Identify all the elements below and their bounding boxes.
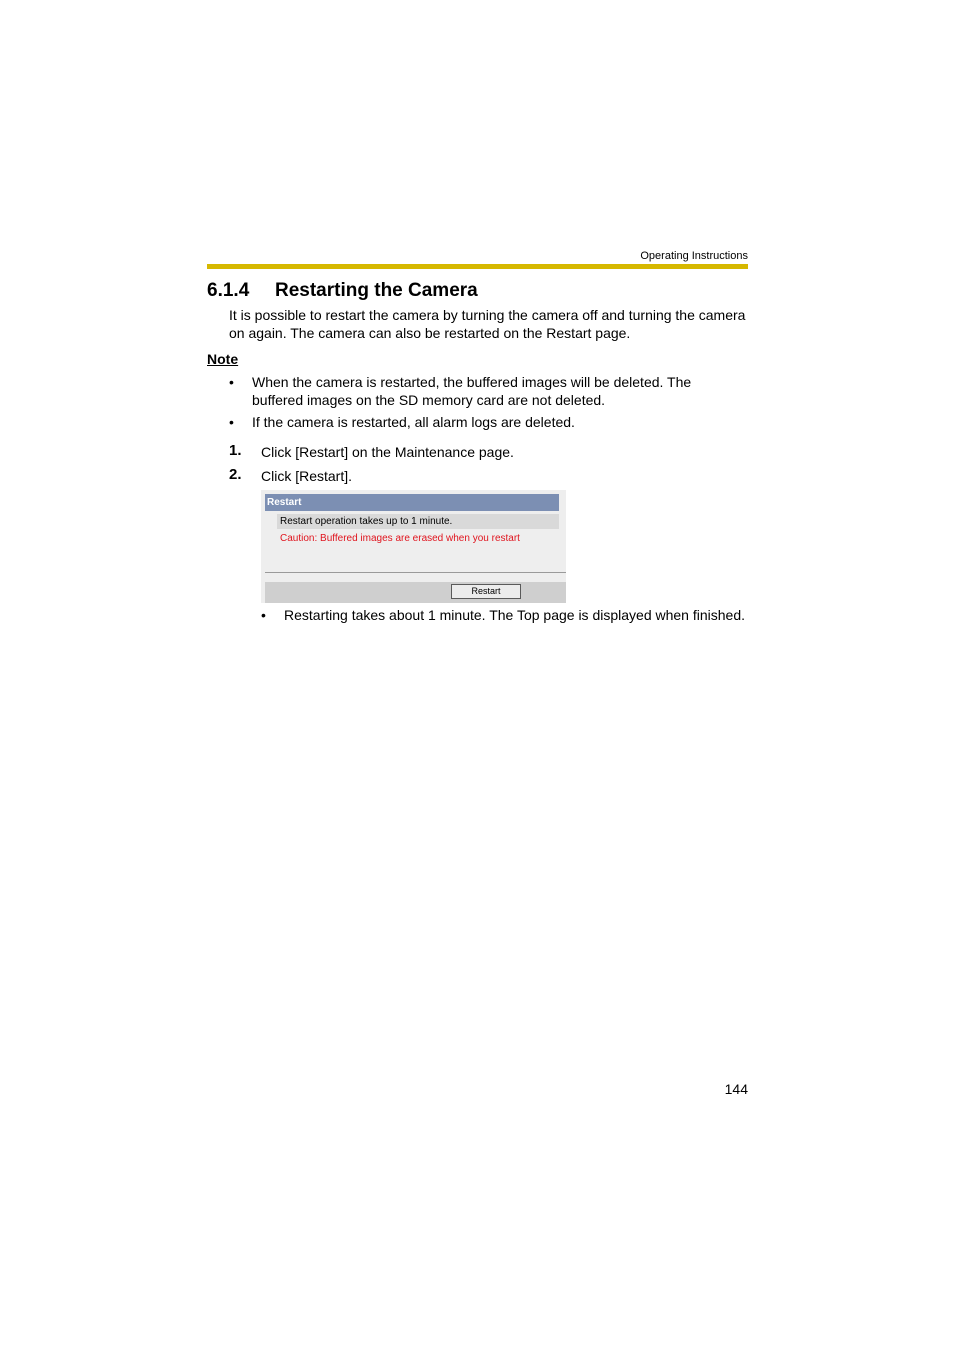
bullet-icon: • bbox=[261, 607, 266, 623]
note-line: buffered images on the SD memory card are not deleted. bbox=[252, 391, 606, 408]
result-note: Restarting takes about 1 minute. The Top page is displayed when finished. bbox=[284, 607, 745, 623]
restart-title-bar: Restart bbox=[265, 494, 559, 511]
header-rule bbox=[207, 264, 748, 269]
restart-button[interactable]: Restart bbox=[451, 584, 521, 599]
step-number: 2. bbox=[229, 466, 242, 483]
intro-paragraph bbox=[229, 307, 749, 342]
section-title: Restarting the Camera bbox=[275, 280, 478, 301]
running-header: Operating Instructions bbox=[640, 250, 748, 262]
intro-line: It is possible to restart the camera by turning the camera off and turning the camera bbox=[229, 307, 746, 323]
restart-page-screenshot bbox=[261, 490, 566, 603]
page-number: 144 bbox=[724, 1081, 748, 1097]
bullet-icon: • bbox=[229, 414, 234, 430]
intro-line: on again. The camera can also be restarted on the Restart page. bbox=[229, 324, 631, 341]
note-item: If the camera is restarted, all alarm logs are deleted. bbox=[252, 414, 575, 430]
panel-divider bbox=[265, 572, 566, 573]
note-line: When the camera is restarted, the buffered images will be deleted. The bbox=[252, 374, 692, 390]
step-text: Click [Restart] on the Maintenance page. bbox=[261, 444, 514, 460]
step-number: 1. bbox=[229, 442, 242, 459]
restart-info-text: Restart operation takes up to 1 minute. bbox=[277, 514, 559, 529]
bullet-icon: • bbox=[229, 374, 234, 390]
section-number: 6.1.4 bbox=[207, 280, 250, 301]
note-heading: Note bbox=[207, 351, 239, 367]
note-item bbox=[252, 374, 752, 409]
step-text: Click [Restart]. bbox=[261, 468, 353, 484]
restart-caution-text: Caution: Buffered images are erased when you restart bbox=[280, 533, 520, 544]
